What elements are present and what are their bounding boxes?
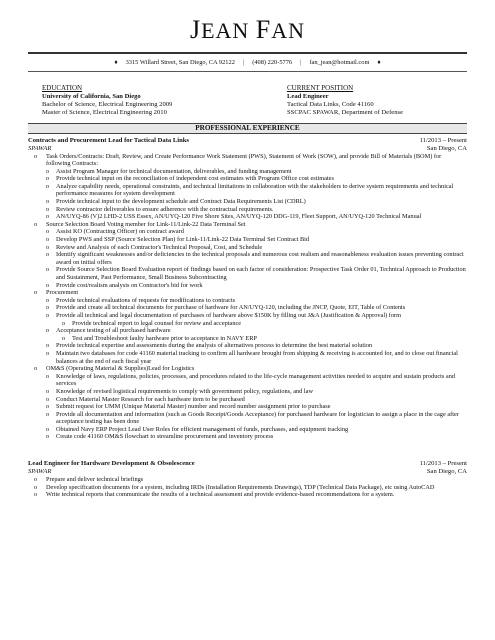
list-item: o Provide technical report to legal counsel for review and acceptance	[28, 320, 467, 328]
job-org-line	[28, 145, 467, 153]
list-item: o Obtained Navy ERP Project Lead User Roles for efficient management of funds, purchases, and equipment tracking	[28, 426, 467, 434]
list-item: o AN/UYQ-86 (V)2 LHD-2 USS Essex, AN/UYQ-120 Five Shore Sites, AN/UYQ-120 DDG-119, Fleet Support, AN/UYQ-120 Technical Manual	[28, 213, 467, 221]
sub-duties	[28, 342, 467, 365]
job-duties	[28, 153, 467, 168]
education-school: University of California, San Diego	[42, 92, 141, 100]
list-item: o Provide all technical and legal documentation of purchases of hardware above $150K by filling out J&A (Justification & Approval) form	[28, 312, 467, 320]
list-item: o Provide technical input to the development schedule and Contract Data Requirements List (CDRL)	[28, 198, 467, 206]
diamond-bullet-icon: ♦	[114, 59, 118, 66]
job-location: San Diego, CA	[426, 468, 467, 476]
sub-duties	[28, 297, 467, 320]
job-org-line	[28, 468, 467, 476]
job-duties	[28, 221, 467, 229]
list-item: o Submit request for UMM (Unique Material Master) number and record number assignment prior to purchase	[28, 403, 467, 411]
list-item: o Maintain two databases for code 41160 material tracking to confirm all hardware brought from shipping & receiving is accounted for, and to close out financial balances at the end of each fiscal year	[28, 350, 467, 365]
current-position-line: Tactical Data Links, Code 41160	[287, 100, 374, 108]
job-header	[28, 137, 467, 145]
list-item: o Knowledge of laws, regulations, policies, processes, and procedures related to the life-cycle management activities needed to acquire and sustain products and services	[28, 373, 467, 388]
resume-name: JEAN FAN	[189, 15, 306, 44]
list-item: o Knowledge of revised logistical requirements to comply with government policy, regulations, and law	[28, 388, 467, 396]
header-rule-bottom	[28, 71, 467, 72]
list-item: o Review contractor deliverables to ensure adherence with the contractual requirements.	[28, 206, 467, 214]
job-dates: 11/2013 – Present	[419, 136, 467, 144]
job-location: San Diego, CA	[426, 144, 467, 152]
contact-address: 3315 Willard Street, San Diego, CA 92122	[125, 59, 235, 66]
list-item: o Assist KO (Contracting Officer) on contract award	[28, 228, 467, 236]
job-org: SPAWAR	[28, 144, 52, 152]
job-org: SPAWAR	[28, 468, 52, 476]
list-item: o Provide and create all technical documents for purchase of hardware for AN/UYQ-120, including the JNCP, Quote, EIT, Table of Contents	[28, 304, 467, 312]
sub-duties	[28, 168, 467, 221]
list-item: o Provide all documentation and information (such as Goods Receipt/Goods Acceptance) for purchased hardware for logistician to assign a place in the cage after acceptance testing has been done	[28, 411, 467, 426]
sub-duties	[28, 373, 467, 441]
education-degree: Master of Science, Electrical Engineering 2010	[42, 108, 167, 116]
sub-duties	[28, 228, 467, 289]
education-degree: Bachelor of Science, Electrical Engineering 2009	[42, 100, 173, 108]
sub-sub-duties	[28, 335, 467, 343]
list-item: o Create code 41160 OM&S flowchart to streamline procurement and inventory process	[28, 433, 467, 441]
list-item: o Provide technical expertise and assessments during the analysis of alternatives process to determine the best material solution	[28, 342, 467, 350]
job-dates: 11/2013 – Present	[419, 460, 467, 468]
list-item: o Analyze capability needs, operational constraints, and technical limitations in collaboration with the stakeholders to derive system requirements and technical performance measures for system development	[28, 183, 467, 198]
contact-separator: |	[242, 59, 245, 66]
list-item: o Task Orders/Contracts: Draft, Review, and Create Performance Work Statement (PWS), Statement of Work (SOW), and provide Bill of Materials (BOM) for following Contracts:	[28, 153, 467, 168]
list-item: o Develop specification documents for a system, including IRDs (Installation Requirements Drawings), TDP (Technical Data Package), etc using AutoCAD	[28, 484, 467, 492]
contact-email[interactable]: fan_jean@hotmail.com	[309, 59, 370, 66]
contact-separator: |	[300, 59, 302, 66]
job-title: Lead Engineer for Hardware Development & Obsolescence	[28, 460, 195, 468]
list-item: o Provide technical evaluations of requests for modifications to contracts	[28, 297, 467, 305]
experience-heading: PROFESSIONAL EXPERIENCE	[28, 123, 467, 134]
list-item: o Develop PWS and SSP (Source Selection Plan) for Link-11/Link-22 Data Terminal Set Contract Bid	[28, 236, 467, 244]
list-item: o Prepare and deliver technical briefings	[28, 476, 467, 484]
diamond-bullet-icon: ♦	[377, 59, 381, 66]
job-duties	[28, 289, 467, 297]
education-block	[42, 84, 172, 117]
list-item: o Provide Source Selection Board Evaluation report of findings based on each factor of consideration: Prospective Task Order 01, Technical Approach to Production and Sustainment, Past Performance, Small Business Subcontracting	[28, 266, 467, 281]
contact-line	[28, 54, 467, 71]
education-heading: EDUCATION	[42, 84, 83, 92]
contact-phone: (408) 220-5776	[252, 59, 293, 66]
current-position-block	[287, 84, 457, 117]
list-item: o Assist Program Manager for technical documentation, deliverables, and funding management	[28, 168, 467, 176]
list-item: o Identify significant weaknesses and/or deficiencies in the technical proposals and numerous cost realism and reasonableness evaluation issues preventing contract award on initial offers	[28, 251, 467, 266]
job-duties	[28, 365, 467, 373]
list-item: o Procurement	[28, 289, 467, 297]
list-item: o Acceptance testing of all purchased hardware	[28, 327, 467, 335]
current-position-title: Lead Engineer	[287, 92, 329, 100]
list-item: o Provide technical input on the reconciliation of independent cost estimates with Program Office cost estimates	[28, 175, 467, 183]
current-position-line: SSCPAC SPAWAR, Department of Defense	[287, 108, 404, 116]
list-item: o Review and Analysis of each Contractor's Technical Proposal, Cost, and Schedule	[28, 244, 467, 252]
job-title: Contracts and Procurement Lead for Tactical Data Links	[28, 136, 189, 144]
list-item: o Test and Troubleshoot faulty hardware prior to acceptance in NAVY ERP	[28, 335, 467, 343]
spacer	[28, 441, 467, 457]
list-item: o OM&S (Operating Material & Supplies)Lead for Logistics	[28, 365, 467, 373]
sub-duties	[28, 327, 467, 335]
summary-columns	[28, 84, 467, 117]
list-item: o Provide cost/realism analysis on Contractor's bid for work	[28, 282, 467, 290]
job-duties	[28, 476, 467, 499]
list-item: o Source Selection Board Voting member for Link-11/Link-22 Data Terminal Set	[28, 221, 467, 229]
current-position-heading: CURRENT POSITION	[287, 84, 354, 92]
job-header	[28, 460, 467, 468]
sub-sub-duties	[28, 320, 467, 328]
list-item: o Conduct Material Master Research for each hardware item to be purchased	[28, 396, 467, 404]
list-item: o Write technical reports that communicate the results of a technical assessment and provide evidence-based recommendations for a system.	[28, 491, 467, 499]
